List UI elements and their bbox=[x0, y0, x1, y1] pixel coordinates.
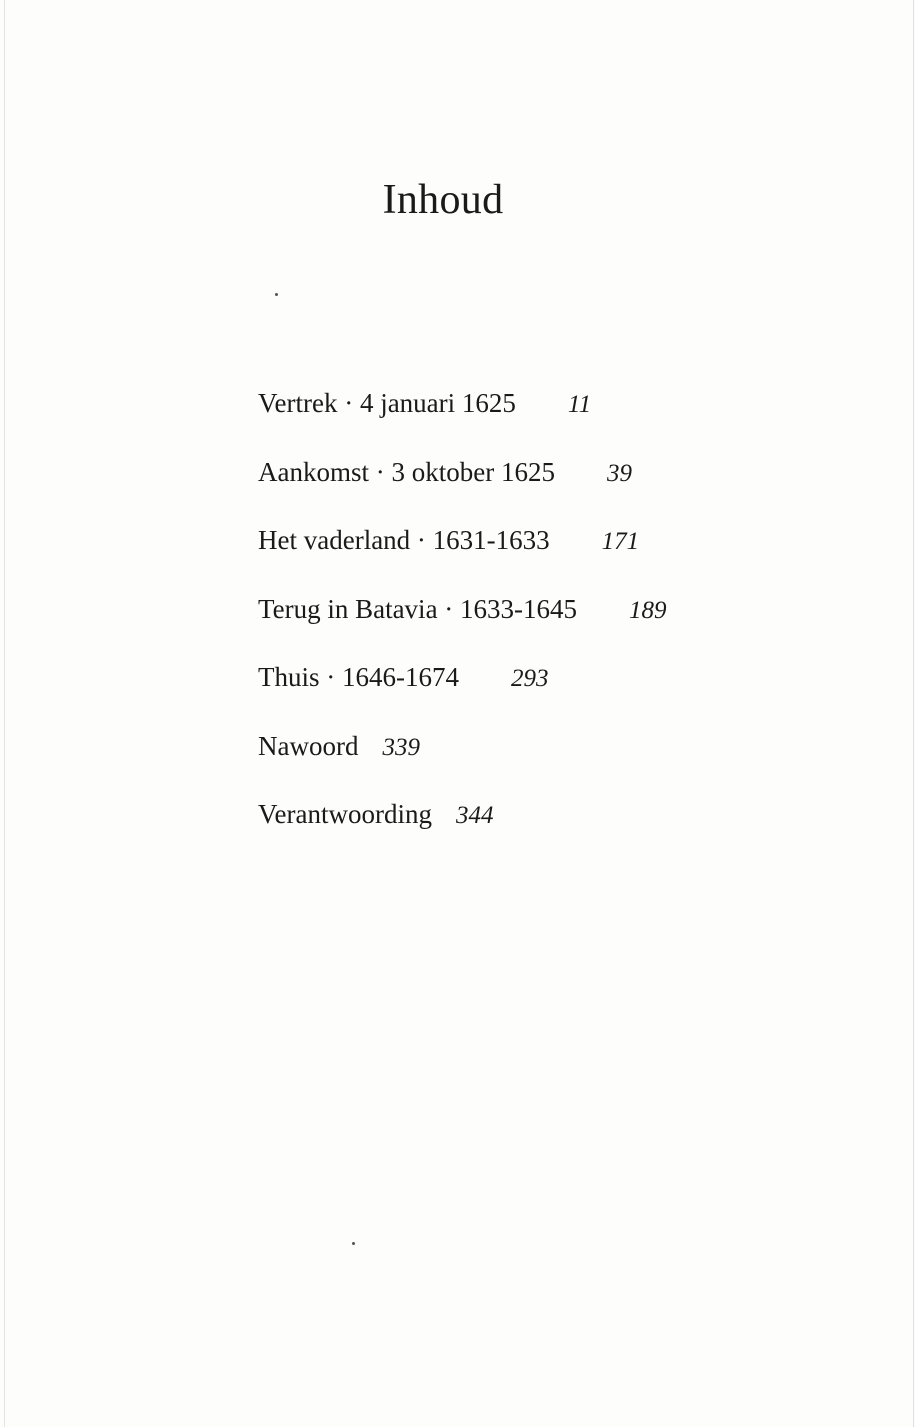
toc-entry-page: 339 bbox=[382, 733, 420, 761]
toc-entry-title: Aankomst · 3 oktober 1625 bbox=[258, 456, 555, 487]
toc-entry-page: 171 bbox=[601, 528, 640, 555]
toc-entry-title: Nawoord bbox=[258, 730, 359, 761]
toc-entry-title: Het vaderland · 1631-1633 bbox=[258, 525, 550, 555]
page-title: Inhoud bbox=[382, 177, 504, 223]
toc-entry bbox=[258, 523, 818, 592]
toc-entry bbox=[258, 660, 818, 729]
toc-entry bbox=[258, 455, 818, 524]
table-of-contents bbox=[258, 386, 818, 866]
toc-entry-title: Verantwoording bbox=[258, 799, 432, 829]
toc-entry-page: 39 bbox=[606, 459, 632, 487]
toc-entry bbox=[258, 797, 818, 866]
print-speck bbox=[275, 293, 278, 296]
toc-entry bbox=[258, 592, 818, 661]
page-edge-right bbox=[913, 0, 914, 1427]
toc-entry-page: 189 bbox=[629, 596, 667, 624]
print-speck bbox=[352, 1242, 355, 1245]
toc-entry-title: Vertrek · 4 januari 1625 bbox=[258, 388, 516, 418]
toc-entry-title: Terug in Batavia · 1633-1645 bbox=[258, 593, 578, 624]
toc-entry bbox=[258, 386, 818, 455]
toc-entry-title: Thuis · 1646-1674 bbox=[258, 662, 459, 692]
toc-entry bbox=[258, 729, 818, 798]
toc-entry-page: 344 bbox=[455, 802, 494, 829]
toc-entry-page: 293 bbox=[510, 665, 549, 692]
toc-entry-page: 11 bbox=[567, 391, 592, 418]
